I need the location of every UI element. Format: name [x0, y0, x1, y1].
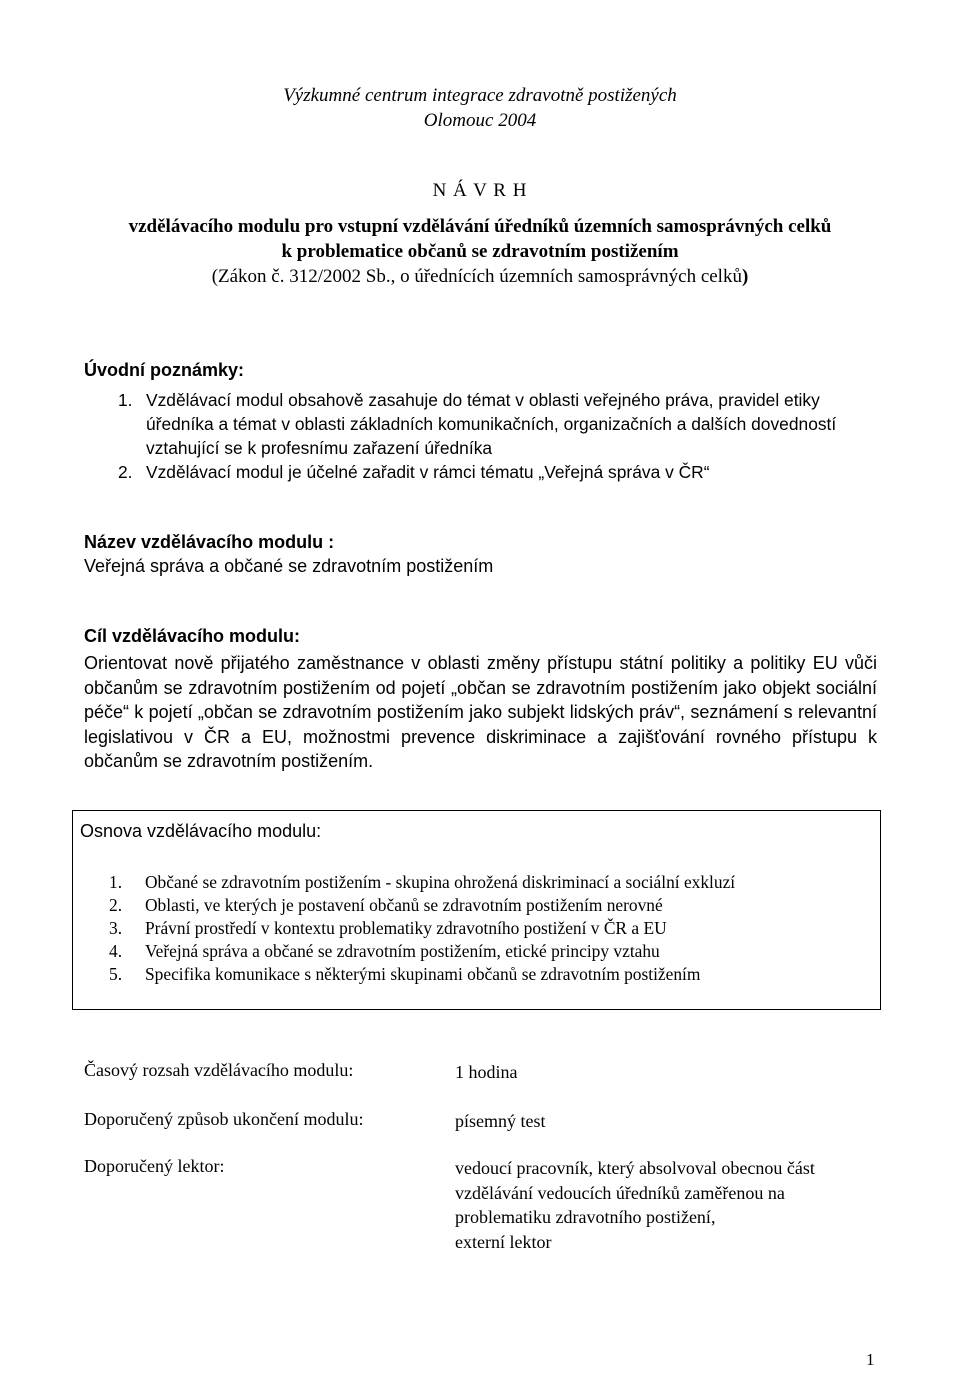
intro-heading: Úvodní poznámky: [84, 360, 245, 380]
outline-item-number: 5. [109, 964, 123, 984]
lecturer-line: vzdělávání vedoucích úředníků zaměřenou na [455, 1182, 785, 1203]
lecturer-line: problematiku zdravotního postižení, [455, 1207, 716, 1227]
module-name-label: Název vzdělávacího modulu : [84, 532, 335, 552]
outline-item-number: 3. [109, 918, 123, 938]
outline-item-number: 1. [109, 872, 123, 892]
completion-label: Doporučený způsob ukončení modulu: [84, 1109, 364, 1129]
law-reference-closing: ) [741, 266, 749, 287]
lecturer-line: vedoucí pracovník, který absolvoval obecnou část [455, 1158, 815, 1178]
module-goal-label: Cíl vzdělávacího modulu: [84, 626, 301, 646]
law-reference-text: (Zákon č. 312/2002 Sb., o úřednících územních samosprávných celků [211, 266, 742, 287]
outline-item-number: 2. [109, 895, 123, 915]
outline-item-text: Občané se zdravotním postižením - skupina ohrožená diskriminací a sociální exkluzí [145, 872, 736, 892]
outline-item-text: Specifika komunikace s některými skupinami občanů se zdravotním postižením [145, 964, 701, 984]
outline-item-number: 4. [109, 941, 123, 961]
outline-item-text: Veřejná správa a občané se zdravotním postižením, etické principy vztahu [145, 941, 660, 961]
duration-value: 1 hodina [455, 1062, 518, 1082]
outline-item [109, 894, 735, 917]
outline-list [109, 871, 735, 986]
module-goal-text: Orientovat nově přijatého zaměstnance v oblasti změny přístupu státní politiky a politiky EU vůči občanům se zdravotním postižením od pojetí „občan se zdravotním postižením jako objekt sociální péče“ k pojetí „občan se zdravotním postižením jako subjekt lidských práv“, seznámení s relevantní legislativou v ČR a EU, možnostmi prevence diskriminace a zajišťování rovného přístupu k občanům se zdravotním postižením. [84, 653, 877, 772]
institution-name: Výzkumné centrum integrace zdravotně postižených [283, 85, 677, 106]
intro-item [118, 460, 878, 484]
intro-item [118, 388, 878, 460]
outline-item [109, 963, 735, 986]
outline-item [109, 871, 735, 894]
outline-item-text: Oblasti, ve kterých je postavení občanů se zdravotním postižením nerovné [145, 895, 663, 915]
place-year: Olomouc 2004 [423, 110, 537, 131]
lecturer-line: externí lektor [455, 1231, 552, 1252]
completion-value: písemný test [455, 1111, 546, 1131]
subtitle-line-1: vzdělávacího modulu pro vstupní vzdělávání úředníků územních samosprávných celků [128, 216, 832, 237]
document-title: N Á V R H [432, 180, 528, 201]
subtitle-line-2: k problematice občanů se zdravotním postižením [281, 241, 679, 262]
intro-item-number: 2. [118, 462, 133, 482]
outline-item [109, 940, 735, 963]
module-name-value: Veřejná správa a občané se zdravotním postižením [84, 556, 494, 576]
outline-item [109, 917, 735, 940]
intro-item-number: 1. [118, 390, 133, 410]
lecturer-value [455, 1156, 895, 1254]
law-reference [0, 266, 960, 288]
intro-item-text: Vzdělávací modul obsahově zasahuje do témat v oblasti veřejného práva, pravidel etiky úředníka a témat v oblasti základních komunikačních, organizačních a dalších dovedností vztahující se k profesnímu zařazení úředníka [146, 390, 837, 458]
outline-title: Osnova vzdělávacího modulu: [80, 821, 322, 841]
intro-list [118, 388, 878, 484]
lecturer-label: Doporučený lektor: [84, 1156, 225, 1176]
duration-label: Časový rozsah vzdělávacího modulu: [84, 1060, 354, 1080]
intro-item-text: Vzdělávací modul je účelné zařadit v rámci tématu „Veřejná správa v ČR“ [146, 462, 710, 482]
page-number: 1 [866, 1350, 875, 1369]
outline-item-text: Právní prostředí v kontextu problematiky zdravotního postižení v ČR a EU [145, 918, 667, 938]
outline-box [72, 810, 881, 1010]
